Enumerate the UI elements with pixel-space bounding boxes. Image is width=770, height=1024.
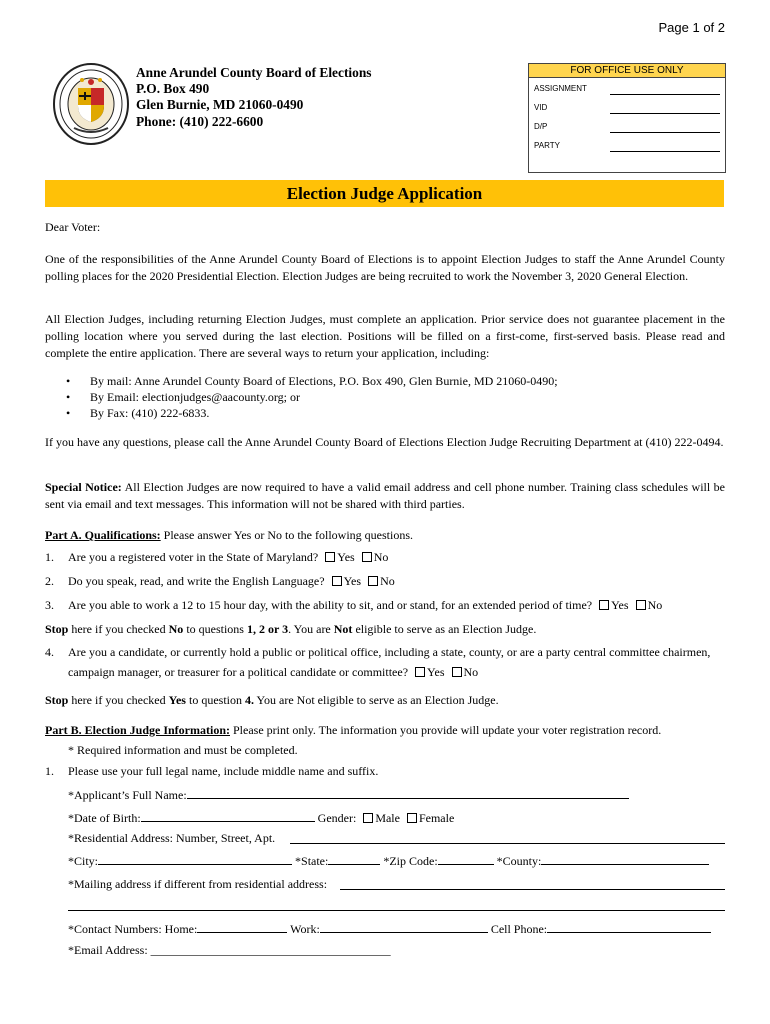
page-number: Page 1 of 2: [658, 20, 725, 35]
full-name-label: *Applicant’s Full Name:: [68, 788, 187, 802]
bullet-dot: •: [66, 390, 71, 404]
city-label: *City:: [68, 854, 99, 868]
question-1-text: Are you a registered voter in the State of Maryland?: [68, 550, 319, 564]
q3-no-checkbox[interactable]: [636, 600, 646, 610]
female-checkbox[interactable]: [407, 813, 417, 823]
q1-no-checkbox[interactable]: [362, 552, 372, 562]
bullet-dot: •: [66, 406, 71, 420]
office-field-dp: [534, 119, 720, 133]
q2-yes-checkbox[interactable]: [332, 576, 342, 586]
question-number: 2.: [45, 574, 54, 588]
question-number: 3.: [45, 598, 54, 612]
stop-emph: No: [168, 622, 184, 636]
bullet-dot: •: [66, 374, 71, 388]
special-notice-label: Special Notice:: [45, 480, 122, 494]
question-4-text: campaign manager, or treasurer for a political candidate or committee?: [68, 665, 409, 679]
question-number: 1.: [45, 550, 54, 564]
part-a-heading: Part A. Qualifications:: [45, 528, 161, 542]
work-phone-label: Work:: [290, 922, 320, 936]
office-address-block: [136, 65, 371, 130]
email-label: *Email Address:: [68, 943, 148, 957]
cell-phone-label: Cell Phone:: [490, 922, 548, 936]
stop-word: Stop: [45, 622, 69, 636]
state-field[interactable]: [328, 853, 380, 865]
question-4-line-2: [68, 665, 478, 680]
full-name-row: [68, 787, 629, 803]
county-label: *County:: [496, 854, 542, 868]
part-b-heading-line: [45, 723, 661, 738]
stop-word: Stop: [45, 693, 69, 707]
question-4-line-1: Are you a candidate, or currently hold a public or political office, including a state, county, or are a party central committee chairmen,: [68, 645, 711, 659]
q1-yes-checkbox[interactable]: [325, 552, 335, 562]
special-notice-text: All Election Judges are now required to have a valid email address and cell phone number. Training class schedules will be sent via email and text messages. This information will not be shared with third parties.: [45, 480, 726, 511]
instructions-paragraph: All Election Judges, including returning Election Judges, must complete an application. Prior service does not guarantee placement in the polling location where you served during the last election. Positions will be filled on a first-come, first-served basis. Please read and complete the entire application. There are several ways to return your application, including:: [45, 312, 725, 360]
question-number: 4.: [45, 645, 54, 659]
dob-gender-row: [68, 810, 454, 826]
zip-label: *Zip Code:: [383, 854, 438, 868]
stop-text: to question: [185, 693, 245, 707]
male-label: Male: [375, 811, 400, 825]
office-po-box: P.O. Box 490: [136, 81, 210, 97]
yes-label: Yes: [337, 550, 355, 564]
office-field-line: [610, 132, 720, 133]
email-row: [68, 943, 391, 958]
no-label: No: [463, 665, 479, 679]
office-field-line: [610, 151, 720, 152]
email-field[interactable]: ________________________________________: [150, 943, 391, 957]
yes-label: Yes: [611, 598, 629, 612]
name-instruction: Please use your full legal name, include middle name and suffix.: [68, 764, 379, 778]
q2-no-checkbox[interactable]: [368, 576, 378, 586]
q4-yes-checkbox[interactable]: [415, 667, 425, 677]
stop-text: You are N: [253, 693, 306, 707]
male-checkbox[interactable]: [363, 813, 373, 823]
stop-emph: Yes: [168, 693, 186, 707]
office-use-box: [528, 63, 726, 173]
office-field-label: ASSIGNMENT: [534, 84, 587, 93]
greeting: Dear Voter:: [45, 220, 101, 234]
stop-text: ot eligible to serve as an Election Judge.: [305, 693, 499, 707]
mailing-label: *Mailing address if different from residential address:: [68, 877, 328, 891]
special-notice: [45, 479, 725, 513]
office-field-assignment: [534, 81, 720, 95]
home-phone-label: *Contact Numbers: Home:: [68, 922, 198, 936]
office-field-label: D/P: [534, 122, 548, 131]
q3-yes-checkbox[interactable]: [599, 600, 609, 610]
required-note: * Required information and must be completed.: [68, 743, 298, 757]
stop-emph: Not: [333, 622, 353, 636]
office-use-title: FOR OFFICE USE ONLY: [529, 64, 725, 78]
county-seal-logo: [52, 62, 130, 146]
work-phone-field[interactable]: [320, 921, 488, 933]
stop-text: . You are: [288, 622, 334, 636]
dob-label: *Date of Birth:: [68, 811, 141, 825]
office-field-line: [610, 94, 720, 95]
mailing-row: [68, 877, 327, 892]
part-a-instruction: Please answer Yes or No to the following questions.: [160, 528, 413, 542]
question-3-text: Are you able to work a 12 to 15 hour day, with the ability to sit, and or stand, for an extended period of time?: [68, 598, 593, 612]
return-method-mail: By mail: Anne Arundel County Board of Elections, P.O. Box 490, Glen Burnie, MD 21060-0490;: [90, 374, 558, 388]
address-label: *Residential Address: Number, Street, Apt.: [68, 831, 276, 845]
return-method-email: By Email: electionjudges@aacounty.org; or: [90, 390, 300, 404]
stop-notice-1: [45, 622, 536, 637]
office-field-line: [610, 113, 720, 114]
office-field-label: PARTY: [534, 141, 560, 150]
stop-text: here if you checked: [68, 622, 169, 636]
question-2: [68, 574, 395, 589]
gender-label: Gender:: [317, 811, 357, 825]
yes-label: Yes: [427, 665, 445, 679]
city-field[interactable]: [98, 853, 292, 865]
address-row: [68, 831, 275, 846]
office-field-label: VID: [534, 103, 548, 112]
full-name-field[interactable]: [187, 787, 629, 799]
form-title: Election Judge Application: [45, 180, 724, 207]
office-city: Glen Burnie, MD 21060-0490: [136, 97, 304, 113]
stop-text: eligible to serve as an Election Judge.: [352, 622, 537, 636]
question-2-text: Do you speak, read, and write the English Language?: [68, 574, 325, 588]
dob-field[interactable]: [141, 810, 315, 822]
cell-phone-field[interactable]: [547, 921, 711, 933]
stop-text: to questions: [183, 622, 247, 636]
county-field[interactable]: [541, 853, 709, 865]
part-b-instruction: Please print only. The information you provide will update your voter registration record.: [230, 723, 662, 737]
zip-field[interactable]: [438, 853, 494, 865]
state-label: *State:: [295, 854, 329, 868]
part-b-heading: Part B. Election Judge Information:: [45, 723, 230, 737]
item-number: 1.: [45, 764, 54, 778]
stop-emph: 4.: [244, 693, 254, 707]
city-row: [68, 853, 709, 869]
return-method-fax: By Fax: (410) 222-6833.: [90, 406, 210, 420]
address-field[interactable]: [290, 843, 725, 844]
part-a-heading-line: [45, 528, 413, 543]
mailing-field[interactable]: [340, 889, 725, 890]
mailing-field-line-2[interactable]: [68, 910, 725, 911]
contact-paragraph: If you have any questions, please call the Anne Arundel County Board of Elections Election Judge Recruiting Department at (410) 222-0494.: [45, 435, 724, 449]
female-label: Female: [418, 811, 455, 825]
no-label: No: [373, 550, 389, 564]
office-field-party: [534, 138, 720, 152]
question-1: [68, 550, 388, 565]
intro-paragraph: One of the responsibilities of the Anne Arundel County Board of Elections is to appoint Election Judges to staff the Anne Arundel County polling places for the 2020 Presidential Election. Election Judges are being recruited to work the November 3, 2020 General Election.: [45, 252, 725, 283]
home-phone-field[interactable]: [197, 921, 287, 933]
stop-text: here if you checked: [68, 693, 169, 707]
office-phone: Phone: (410) 222-6600: [136, 113, 264, 129]
stop-notice-2: [45, 693, 499, 708]
q4-no-checkbox[interactable]: [452, 667, 462, 677]
office-field-vid: [534, 100, 720, 114]
office-name: Anne Arundel County Board of Elections: [136, 65, 372, 80]
no-label: No: [647, 598, 663, 612]
no-label: No: [380, 574, 395, 588]
question-3: [68, 598, 662, 613]
stop-emph: 1, 2 or 3: [246, 622, 289, 636]
contact-row: [68, 921, 711, 937]
yes-label: Yes: [343, 574, 362, 588]
